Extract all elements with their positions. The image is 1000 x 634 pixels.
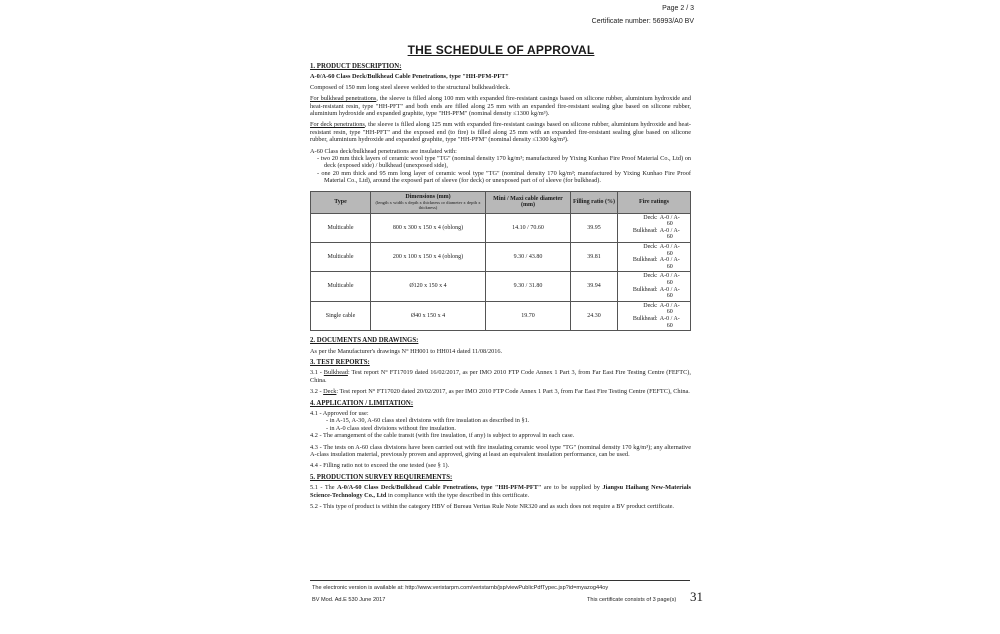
fire-rating-bulkhead: [620, 287, 688, 300]
fire-ratings-table: [310, 191, 691, 332]
header-cable-diameter: Mini / Maxi cable diameter (mm): [486, 191, 571, 213]
fire-rating-deck: [620, 215, 688, 228]
table-row: [311, 243, 691, 272]
drawings-paragraph: As per the Manufacturer's drawings N° HH001 to HH014 dated 11/08/2016.: [310, 347, 503, 355]
application-4-1: 4.1 - Approved for use:: [310, 410, 369, 418]
test-report-bulkhead: [310, 369, 691, 384]
cell-dimensions: 800 x 300 x 150 x 4 (oblong): [371, 213, 486, 242]
test-report-2-label: Deck: [323, 388, 337, 396]
bulkhead-rating-value: A-0 / A-60: [659, 286, 680, 300]
section-3-heading: 3. TEST REPORTS:: [310, 359, 370, 366]
cell-type: Single cable: [311, 301, 371, 330]
deck-rating-label: Deck:: [643, 244, 658, 251]
product-name: A-0/A-60 Class Deck/Bulkhead Cable Penetrations, type "HH-PFM-PFT": [310, 73, 509, 81]
cell-dimensions: Ø40 x 150 x 4: [371, 301, 486, 330]
document-title: THE SCHEDULE OF APPROVAL: [407, 43, 595, 57]
table-body: [311, 213, 691, 331]
application-4-3: 4.3 - The tests on A-60 class divisions have been carried out with fire insulating ceramic wool type "TG" (nominal density 170 kg/m³); any alternative A-class insulation material, previously proven and approved, giving at least an equivalent insulation performance, can be used.: [310, 443, 691, 459]
footer-page-count: This certificate consists of 3 page(s): [587, 597, 677, 603]
bulkhead-text: , the sleeve is filled along 100 mm with expanded fire-resistant casings based on silicone rubber, aluminium hydroxide and heat-resistant resin, type "HH-PFT" and both ends are filled along 25 mm with an expanded fire-resistant sealing glue based on silicone rubber, aluminium hydroxide and expanded graphite, type "HH-PFM" (nominal density ≤1300 kg/m³).: [310, 95, 691, 118]
deck-rating-value: A-0 / A-60: [659, 214, 680, 228]
bulkhead-paragraph: [310, 95, 691, 117]
cell-filling-ratio: 39.81: [571, 243, 618, 272]
bulkhead-rating-label: Bulkhead:: [632, 257, 658, 264]
cell-type: Multicable: [311, 213, 371, 242]
footer-form-id: BV Mod. Ad.E 530 June 2017: [312, 597, 386, 603]
page-indicator: Page 2 / 3: [662, 5, 694, 12]
cell-fire-ratings: [618, 272, 691, 301]
section-4-heading: 4. APPLICATION / LIMITATION:: [310, 399, 414, 407]
test-report-1-text: : Test report N° FT17019 dated 16/02/2017, as per IMO 2010 FTP Code Annex 1 Part 3, from Far East Fire Testing Centre (FEFTC), China.: [310, 369, 691, 384]
production-5-1-company: Jiangsu Haihang New-Materials Science-Technology Co., Ltd: [310, 484, 692, 499]
fire-rating-deck: [620, 273, 688, 286]
handwritten-page-number: 31: [690, 589, 703, 604]
fire-rating-bulkhead: [620, 316, 688, 329]
fire-rating-bulkhead: [620, 257, 688, 270]
cell-filling-ratio: 39.95: [571, 213, 618, 242]
deck-rating-label: Deck:: [643, 273, 658, 280]
deck-text: , the sleeve is filled along 125 mm with expanded fire-resistant casings based on silicone rubber, aluminium hydroxide and heat-resistant resin, type "HH-PFT" and the exposed end (to fire) is filled along 25 mm with an expanded fire-resistant sealing glue based on silicone rubber, aluminium hydroxide and expanded graphite, type "HH-PFM" (nominal density ≤1300 kg/m³).: [310, 121, 691, 144]
production-5-1-e: in compliance with the type described in this certificate.: [386, 491, 530, 499]
section-2-heading: 2. DOCUMENTS AND DRAWINGS:: [310, 337, 419, 345]
bulkhead-rating-label: Bulkhead:: [632, 286, 658, 293]
production-5-2: 5.2 - This type of product is within the category HBV of Bureau Veritas Rule Note NR320 and as such does not require a BV product certificate.: [310, 503, 674, 511]
bulkhead-label: For bulkhead penetrations: [310, 95, 377, 103]
deck-label: For deck penetrations: [310, 121, 365, 129]
test-report-2-text: : Test report N° FT17020 dated 20/02/2017, as per IMO 2010 FTP Code Annex 1 Part 3, from Far East Fire Testing Centre (FEFTC), China.: [336, 388, 690, 396]
cell-dimensions: 200 x 100 x 150 x 4 (oblong): [371, 243, 486, 272]
header-fire-ratings: Fire ratings: [618, 191, 691, 213]
product-paragraph-1: Composed of 150 mm long steel sleeve welded to the structural bulkhead/deck.: [310, 83, 511, 91]
cell-type: Multicable: [311, 243, 371, 272]
cell-fire-ratings: [618, 213, 691, 242]
cell-cable-diameter: 9.30 / 31.80: [486, 272, 571, 301]
table-header-row: [311, 191, 691, 213]
cell-cable-diameter: 9.30 / 43.80: [486, 243, 571, 272]
production-5-1-c: are to be supplied by: [541, 484, 603, 492]
header-dimensions-sub: (length x width x depth x thickness or diameter x depth x thickness): [375, 200, 481, 211]
footer-divider: [310, 580, 690, 581]
footer-electronic-version: The electronic version is available at: http://www.veristarpm.com/veristarnb/jsp/viewPublicPdfTypec.jsp?id=myazog44oy: [312, 585, 609, 591]
certificate-page: [300, 0, 702, 634]
test-report-1-label: Bulkhead: [323, 369, 348, 377]
document-body: [310, 60, 691, 515]
cell-cable-diameter: 14.10 / 70.60: [486, 213, 571, 242]
section-1-heading: 1. PRODUCT DESCRIPTION:: [310, 63, 402, 70]
test-report-2-number: 3.2 -: [310, 388, 324, 396]
table-row: [311, 301, 691, 330]
cell-cable-diameter: 19.70: [486, 301, 571, 330]
test-report-deck: [310, 388, 691, 395]
bulkhead-rating-label: Bulkhead:: [632, 227, 658, 234]
application-4-1-a: - in A-15, A-30, A-60 class steel divisions with fire insulation as described in §1.: [326, 417, 530, 425]
fire-rating-deck: [620, 303, 688, 316]
table-row: [311, 213, 691, 242]
insulation-bullet-1: - two 20 mm thick layers of ceramic wool type "TG" (nominal density 170 kg/m³; manufactured by Yixing Kunhao Fire Proof Material Co., Ltd) on deck (exposed side) / bulkhead (unexposed side),: [317, 155, 691, 170]
production-5-1: [310, 484, 691, 499]
deck-rating-label: Deck:: [643, 214, 658, 221]
application-4-2: 4.2 - The arrangement of the cable transit (with fire insulation, if any) is subject to approval in each case.: [310, 432, 575, 440]
test-report-1-number: 3.1 -: [310, 369, 324, 377]
deck-rating-value: A-0 / A-60: [659, 273, 680, 287]
header-filling-ratio: Filling ratio (%): [571, 191, 618, 213]
deck-rating-value: A-0 / A-60: [659, 302, 680, 316]
production-5-1-a: 5.1 - The: [310, 484, 338, 492]
cell-fire-ratings: [618, 243, 691, 272]
cell-filling-ratio: 24.30: [571, 301, 618, 330]
fire-rating-deck: [620, 244, 688, 257]
cell-filling-ratio: 39.94: [571, 272, 618, 301]
header-type: Type: [311, 191, 371, 213]
bulkhead-rating-value: A-0 / A-60: [659, 316, 680, 329]
deck-rating-label: Deck:: [643, 302, 658, 309]
deck-paragraph: [310, 121, 691, 143]
bulkhead-rating-value: A-0 / A-60: [659, 227, 680, 241]
section-5-heading: 5. PRODUCTION SURVEY REQUIREMENTS:: [310, 473, 453, 481]
bulkhead-rating-value: A-0 / A-60: [659, 257, 680, 270]
certificate-number: Certificate number: 56993/A0 BV: [591, 18, 694, 25]
insulation-bullet-2: - one 20 mm thick and 95 mm long layer of ceramic wool type "TG" (nominal density 170 kg/m³; manufactured by Yixing Kunhao Fire Proof Material Co., Ltd), around the exposed part of sleeve (for deck) or unexposed part of of sleeve (for bulkhead).: [317, 169, 691, 185]
production-5-1-product: A-0/A-60 Class Deck/Bulkhead Cable Penetrations, type "HH-PFM-PFT": [337, 484, 542, 492]
fire-rating-bulkhead: [620, 228, 688, 241]
application-4-1-b: - in A-0 class steel divisions without fire insulation.: [326, 424, 456, 432]
cell-dimensions: Ø120 x 150 x 4: [371, 272, 486, 301]
cell-fire-ratings: [618, 301, 691, 330]
header-dimensions: [371, 191, 486, 213]
deck-rating-value: A-0 / A-60: [659, 244, 680, 257]
header-dimensions-label: Dimensions (mm): [405, 193, 451, 200]
application-4-4: 4.4 - Filling ratio not to exceed the one tested (see § 1).: [310, 462, 450, 470]
bulkhead-rating-label: Bulkhead:: [632, 316, 658, 322]
insulation-intro: A-60 Class deck/bulkhead penetrations are insulated with:: [310, 147, 457, 155]
table-row: [311, 272, 691, 301]
cell-type: Multicable: [311, 272, 371, 301]
